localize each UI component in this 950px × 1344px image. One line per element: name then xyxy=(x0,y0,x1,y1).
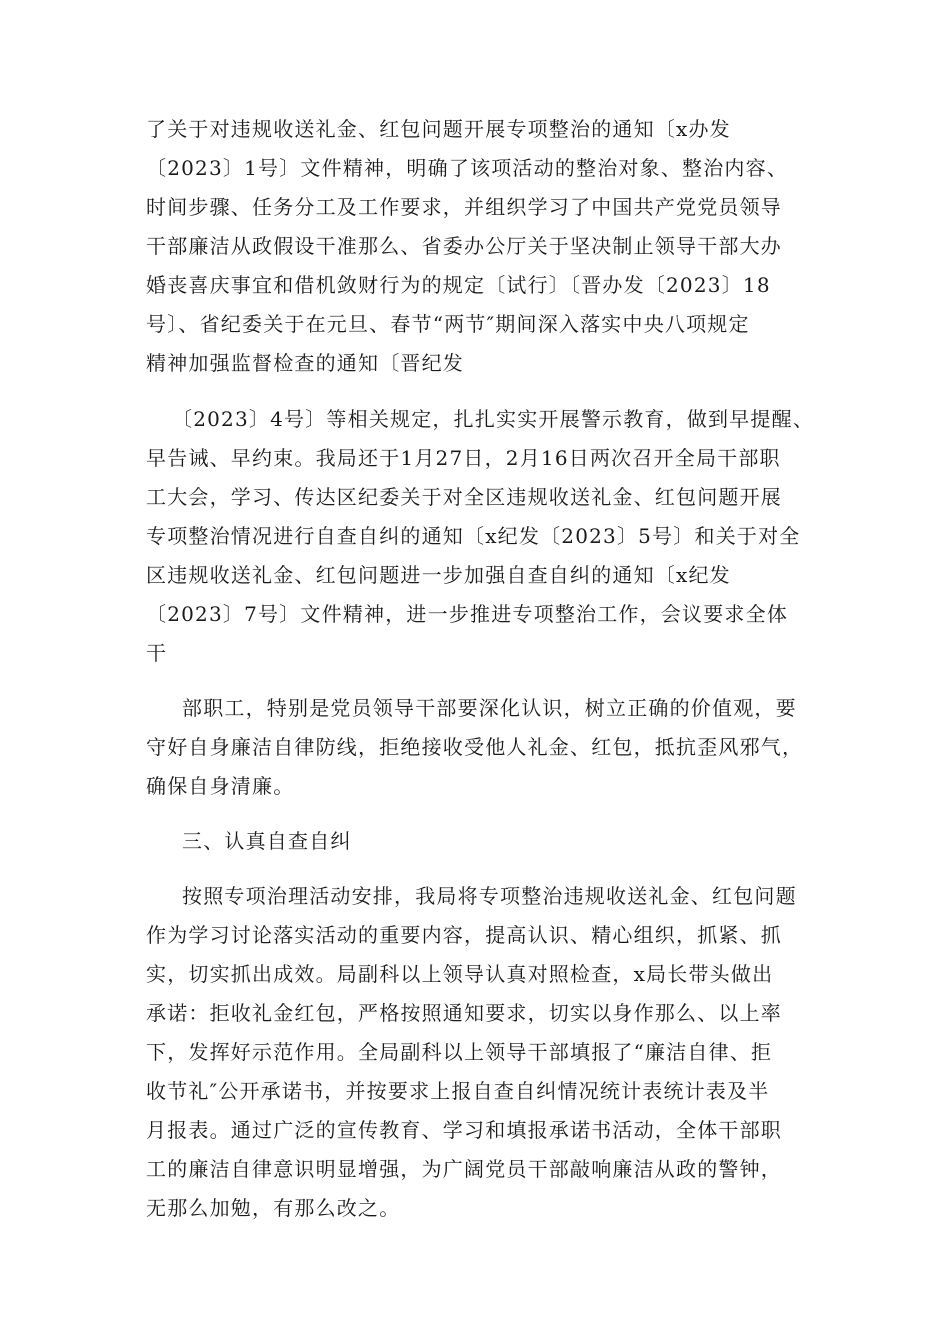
text-line: 号〕、省纪委关于在元旦、春节“两节″期间深入落实中央八项规定 xyxy=(146,312,750,336)
text-line: 干 xyxy=(146,641,168,665)
text-line: 〔2023〕1号〕文件精神，明确了该项活动的整治对象、整治内容、 xyxy=(146,156,789,180)
text-line: 专项整治情况进行自查自纠的通知〔x纪发〔2023〕5号〕和关于对全 xyxy=(146,524,801,548)
text-line: 实，切实抓出成效。局副科以上领导认真对照检查，x局长带头做出 xyxy=(146,962,774,986)
text-line: 〔2023〕4号〕等相关规定，扎扎实实开展警示教育，做到早提醒、 xyxy=(172,407,815,431)
text-line: 下，发挥好示范作用。全局副科以上领导干部填报了“廉洁自律、拒 xyxy=(146,1040,773,1064)
text-line: 收节礼″公开承诺书，并按要求上报自查自纠情况统计表统计表及半 xyxy=(146,1079,770,1103)
text-line: 工大会，学习、传达区纪委关于对全区违规收送礼金、红包问题开展 xyxy=(146,485,782,509)
text-line: 干部廉洁从政假设干准那么、省委办公厅关于坚决制止领导干部大办 xyxy=(146,234,782,258)
text-line: 区违规收送礼金、红包问题进一步加强自查自纠的通知〔x纪发 xyxy=(146,563,731,587)
text-line: 守好自身廉洁自律防线，拒绝接收受他人礼金、红包，抵抗歪风邪气， xyxy=(146,735,804,759)
text-line: 作为学习讨论落实活动的重要内容，提高认识、精心组织，抓紧、抓 xyxy=(146,923,782,947)
text-line: 月报表。通过广泛的宣传教育、学习和填报承诺书活动，全体干部职 xyxy=(146,1118,782,1142)
text-line: 时间步骤、任务分工及工作要求，并组织学习了中国共产党党员领导 xyxy=(146,195,782,219)
text-line: 了关于对违规收送礼金、红包问题开展专项整治的通知〔x办发 xyxy=(146,117,731,141)
text-line: 精神加强监督检查的通知〔晋纪发 xyxy=(146,351,464,375)
text-line: 按照专项治理活动安排，我局将专项整治违规收送礼金、红包问题 xyxy=(182,884,797,908)
text-line: 确保自身清廉。 xyxy=(146,774,295,798)
text-line: 部职工，特别是党员领导干部要深化认识，树立正确的价值观，要 xyxy=(182,696,797,720)
text-line: 承诺：拒收礼金红包，严格按照通知要求，切实以身作那么、以上率 xyxy=(146,1001,782,1025)
text-line: 〔2023〕7号〕文件精神，进一步推进专项整治工作，会议要求全体 xyxy=(146,602,789,626)
text-line: 婚丧喜庆事宜和借机敛财行为的规定〔试行〕〔晋办发〔2023〕18 xyxy=(146,273,771,297)
text-line: 工的廉洁自律意识明显增强，为广阔党员干部敲响廉洁从政的警钟， xyxy=(146,1157,782,1181)
text-line: 早告诫、早约束。我局还于1月27日，2月16日两次召开全局干部职 xyxy=(146,446,781,470)
heading-text: 三、认真自查自纠 xyxy=(182,829,352,853)
text-line: 无那么加勉，有那么改之。 xyxy=(146,1196,401,1220)
